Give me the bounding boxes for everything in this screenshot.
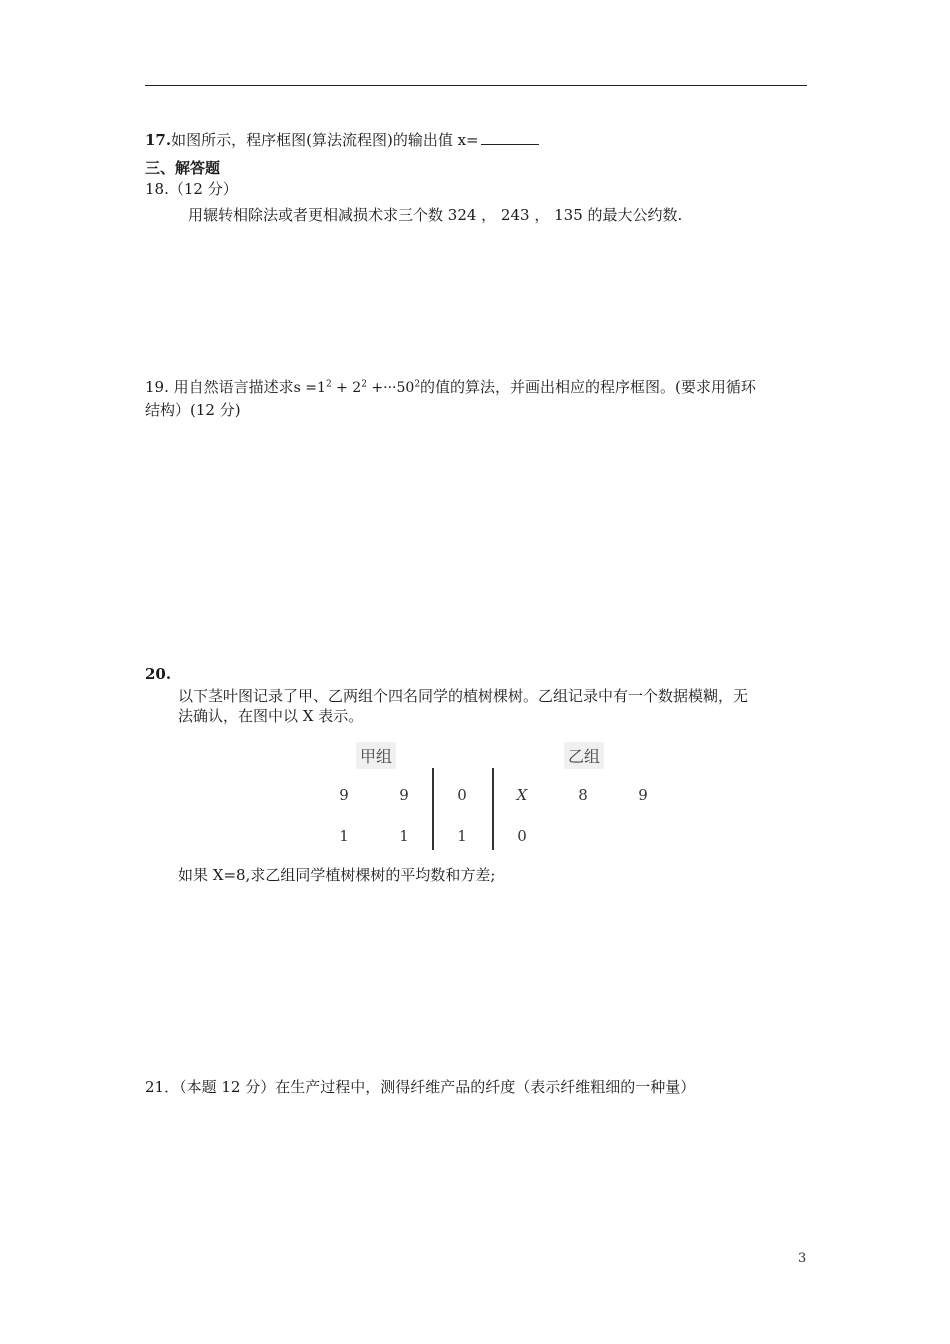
question-19-line1 — [145, 376, 756, 397]
leaf-right: 0 — [517, 827, 527, 845]
page-number: 3 — [798, 1251, 807, 1266]
question-17-text: 如图所示，程序框图(算法流程图)的输出值 x= — [171, 131, 479, 149]
leaf-right-unknown: X — [516, 786, 528, 804]
answer-blank[interactable] — [481, 143, 539, 145]
question-17 — [145, 129, 539, 150]
leaf-right: 9 — [638, 786, 648, 804]
question-17-number: 17. — [145, 131, 172, 149]
question-18-header — [145, 178, 238, 199]
leaf-left: 1 — [339, 827, 349, 845]
sum-formula: $s =1^2 + 2^2 +\cdot\cdot\cdot 50^2$ — [293, 379, 421, 396]
question-18-score: （12 分） — [168, 180, 238, 198]
question-18-number: 18. — [145, 180, 169, 198]
question-19-number: 19. — [145, 378, 169, 396]
right-divider — [492, 768, 494, 850]
question-19-line2: 结构）(12 分) — [145, 401, 241, 419]
question-20-number: 20. — [145, 665, 172, 683]
right-group-header: 乙组 — [564, 742, 604, 769]
left-divider — [432, 768, 434, 850]
section-title: 三、解答题 — [145, 159, 221, 177]
question-21-number: 21． — [145, 1078, 180, 1096]
leaf-left: 9 — [399, 786, 409, 804]
stem-value: 0 — [457, 786, 467, 804]
question-20-line2: 法确认，在图中以 X 表示。 — [178, 707, 364, 725]
question-21 — [145, 1076, 695, 1097]
leaf-left: 1 — [399, 827, 409, 845]
header-rule — [145, 85, 807, 86]
leaf-left: 9 — [339, 786, 349, 804]
stem-value: 1 — [457, 827, 467, 845]
question-19-text-after: 的值的算法，并画出相应的程序框图。(要求用循环 — [420, 378, 756, 396]
question-21-text: （本题 12 分）在生产过程中，测得纤维产品的纤度（表示纤维粗细的一种量） — [179, 1078, 696, 1096]
leaf-right: 8 — [578, 786, 588, 804]
question-19-text-before: 用自然语言描述求 — [173, 378, 294, 396]
question-20-line1: 以下茎叶图记录了甲、乙两组个四名同学的植树棵树。乙组记录中有一个数据模糊，无 — [178, 687, 749, 705]
question-18-text: 用辗转相除法或者更相减损术求三个数 324 ， 243 ， 135 的最大公约数. — [188, 206, 683, 224]
left-group-header: 甲组 — [356, 742, 396, 769]
question-20-subquestion: 如果 X=8,求乙组同学植树棵树的平均数和方差; — [178, 866, 496, 884]
